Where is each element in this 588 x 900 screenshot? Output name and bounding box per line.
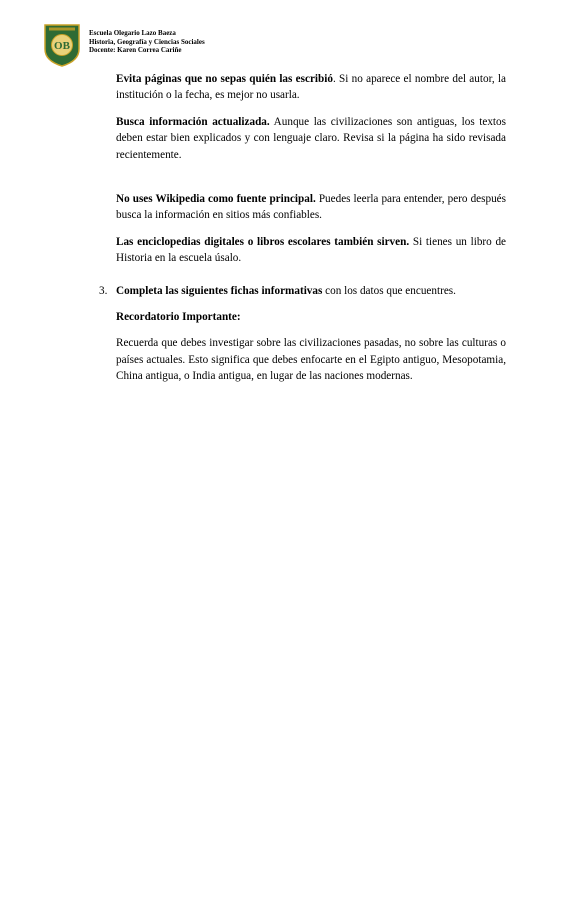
paragraph-encyclopedias [116,234,506,267]
paragraph-wikipedia-text: Puedes leerla para entender, pero después busca la información en sitios más confiables. [116,193,506,222]
paragraph-encyclopedias-bold: Las enciclopedias digitales o libros escolares también sirven. [116,235,410,248]
paragraph-author [116,71,506,104]
reminder-body: Recuerda que debes investigar sobre las civilizaciones pasadas, no sobre las culturas o países actuales. Esto significa que debes enfocarte en el Egipto antiguo, Mesopotamia, China antigua, o India antigua, en lugar de las naciones modernas. [116,337,506,383]
teacher-name: Docente: Karen Correa Cariñe [89,46,182,55]
paragraph-updated-bold: Busca información actualizada. [116,115,270,128]
paragraph-updated-text: Aunque las civilizaciones son antiguas, los textos deben estar bien explicados y con lenguaje claro. Revisa si la página ha sido revisada recientemente. [116,115,506,161]
subject-name: Historia, Geografía y Ciencias Sociales [89,37,205,46]
paragraph-wikipedia [116,191,506,224]
paragraph-wikipedia-bold: No uses Wikipedia como fuente principal. [116,193,316,206]
logo-letters: OB [54,40,70,52]
page-header [43,23,205,67]
reminder-title: Recordatorio Importante: [116,311,241,324]
school-name: Escuela Olegario Lazo Baeza [89,29,176,38]
list-number: 3. [99,284,108,297]
header-text [89,29,205,55]
list-item-3 [99,283,506,299]
paragraph-encyclopedias-text: Si tienes un libro de Historia en la escuela úsalo. [116,235,506,265]
paragraph-updated [116,114,506,163]
paragraph-author-text: . Si no aparece el nombre del autor, la institución o la fecha, es mejor no usarla. [116,73,506,102]
document-body [99,71,506,385]
list-item-3-text: con los datos que encuentres. [322,284,456,297]
school-logo [43,23,81,67]
list-item-3-bold: Completa las siguientes fichas informativas [116,284,323,297]
paragraph-author-bold: Evita páginas que no sepas quién las escribió [116,73,333,85]
